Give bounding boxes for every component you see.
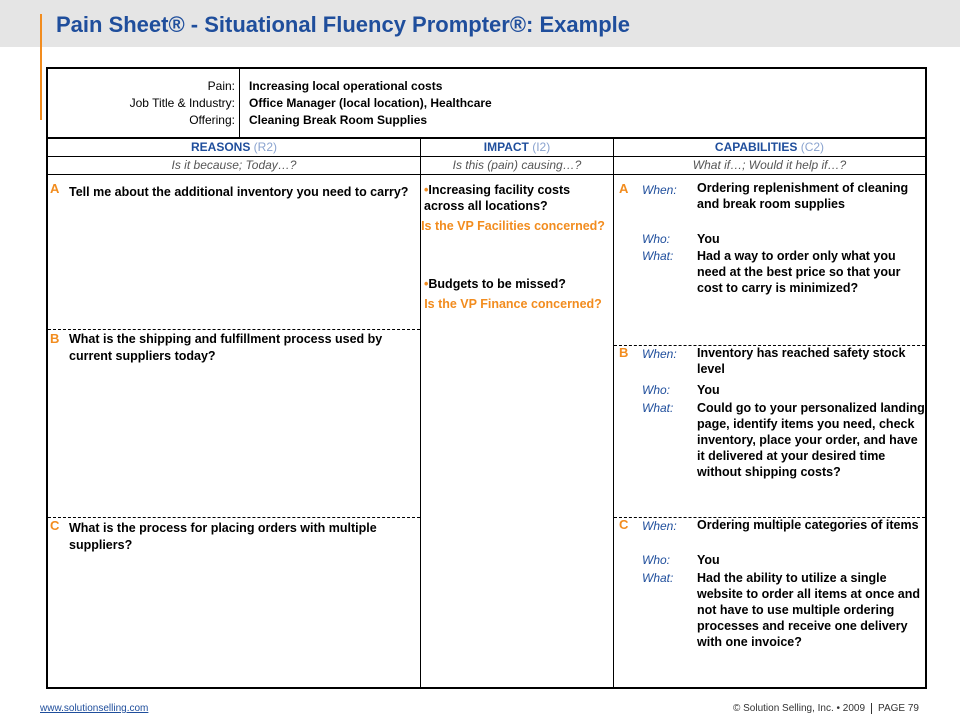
- capability-a-what-label: What:: [642, 249, 674, 263]
- capability-c-who-label: Who:: [642, 553, 671, 567]
- footer-copyright: © Solution Selling, Inc. • 2009 PAGE 79: [732, 703, 919, 715]
- capability-b-what-label: What:: [642, 401, 674, 415]
- page-number: PAGE 79: [878, 703, 919, 715]
- job-label: Job Title & Industry:: [129, 96, 235, 110]
- impact-2-question: Is the VP Finance concerned?: [424, 297, 602, 311]
- capability-a-what: Had a way to order only what you need at the best price so that your cost to carry is minimized?: [697, 249, 901, 295]
- pain-value: Increasing local operational costs: [249, 79, 443, 93]
- capability-b-who-label: Who:: [642, 383, 671, 397]
- capability-a-letter: A: [619, 181, 629, 196]
- capability-b-when-label: When:: [642, 347, 677, 361]
- reasons-divider-ab: [48, 329, 420, 330]
- page-title: Pain Sheet® - Situational Fluency Prompter®: Example: [56, 12, 630, 37]
- reason-a-text: Tell me about the additional inventory you need to carry?: [69, 185, 409, 199]
- offering-value: Cleaning Break Room Supplies: [249, 113, 428, 127]
- column-divider-2: [613, 139, 614, 689]
- reasons-prompt: Is it because; Today…?: [171, 158, 297, 172]
- impact-2-text: •Budgets to be missed?: [424, 277, 566, 291]
- capability-a-who-label: Who:: [642, 232, 671, 246]
- capability-c-what: Had the ability to utilize a single website to order all items at once and not have to use multiple ordering processes and receive one delivery with one invoice?: [697, 571, 920, 649]
- reason-c-text: What is the process for placing orders with multiple suppliers?: [69, 521, 377, 552]
- capability-a-when-label: When:: [642, 183, 677, 197]
- impact-header: IMPACT (I2): [483, 140, 551, 154]
- title-accent-rule: [40, 14, 42, 120]
- capability-b-who: You: [697, 383, 720, 397]
- capability-c-who: You: [697, 553, 720, 567]
- pain-label: Pain:: [207, 79, 235, 93]
- impact-1-question: Is the VP Facilities concerned?: [421, 219, 605, 233]
- reason-c-letter: C: [50, 518, 60, 533]
- reason-a-letter: A: [50, 181, 60, 196]
- capability-b-letter: B: [619, 345, 629, 360]
- reasons-header: REASONS (R2): [190, 140, 278, 154]
- impact-1-text: •Increasing facility costs across all locations?: [424, 183, 571, 213]
- capability-c-when-label: When:: [642, 519, 677, 533]
- capability-b-when: Inventory has reached safety stock level: [697, 346, 906, 376]
- header-values: [249, 78, 492, 129]
- offering-label: Offering:: [189, 113, 235, 127]
- reason-b-letter: B: [50, 331, 60, 346]
- header-labels: [48, 69, 240, 137]
- column-header-row: [48, 139, 925, 157]
- capabilities-prompt: What if…; Would it help if…?: [692, 158, 847, 172]
- reasons-divider-bc: [48, 517, 420, 518]
- capability-a-who: You: [697, 232, 720, 246]
- reason-b-text: What is the shipping and fulfillment process used by current suppliers today?: [69, 332, 383, 363]
- impact-prompt: Is this (pain) causing…?: [452, 158, 582, 172]
- capability-c-letter: C: [619, 517, 629, 532]
- capabilities-header: CAPABILITIES (C2): [714, 140, 825, 154]
- capability-c-when: Ordering multiple categories of items: [697, 518, 919, 532]
- capability-c-what-label: What:: [642, 571, 674, 585]
- prompt-row: [48, 157, 925, 175]
- capability-a-when: Ordering replenishment of cleaning and break room supplies: [697, 181, 909, 211]
- job-value: Office Manager (local location), Healthcare: [249, 96, 492, 110]
- footer-website-link[interactable]: www.solutionselling.com: [40, 703, 149, 714]
- capability-b-what: Could go to your personalized landing page, identify items you need, check inventory, place your order, and have it delivered at your desired time without shipping costs?: [697, 401, 925, 479]
